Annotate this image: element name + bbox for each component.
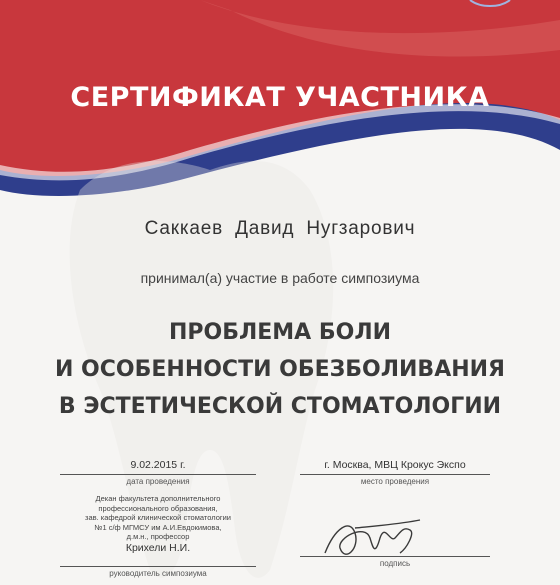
date-caption: дата проведения — [126, 477, 190, 486]
topic-line: ПРОБЛЕМА БОЛИ — [168, 320, 392, 345]
event-place: г. Москва, МВЦ Крокус Экспо — [324, 459, 466, 471]
position-line: д.м.н., профессор — [126, 532, 190, 541]
position-line: №1 с/ф МГМСУ им А.И.Евдокимова, — [94, 522, 222, 532]
name-caption: руководитель симпозиума — [109, 568, 207, 578]
signatory-name: Крихели Н.И. — [125, 541, 191, 554]
event-place-block — [300, 459, 490, 486]
event-date: 9.02.2015 г. — [130, 459, 186, 471]
recipient-name: Саккаев Давид Нугзарович — [144, 218, 416, 239]
position-line: зав. кафедрой клинической стоматологии — [85, 513, 231, 522]
symposium-topic — [0, 314, 560, 425]
participation-text: принимал(а) участие в работе симпозиума — [140, 270, 420, 286]
place-caption: место проведения — [360, 477, 430, 486]
certificate-title: СЕРТИФИКАТ УЧАСТНИКА — [70, 82, 490, 113]
position-line: профессионального образования, — [98, 503, 218, 513]
signature-block — [300, 556, 490, 568]
signatory-block — [60, 494, 256, 578]
position-line: Декан факультета дополнительного — [95, 494, 221, 503]
topic-line: И ОСОБЕННОСТИ ОБЕЗБОЛИВАНИЯ — [54, 357, 505, 382]
signature-caption: подпись — [379, 559, 411, 568]
event-date-block — [60, 459, 256, 486]
logo-mark-icon — [460, 0, 520, 10]
topic-line: В ЭСТЕТИЧЕСКОЙ СТОМАТОЛОГИИ — [58, 394, 502, 419]
